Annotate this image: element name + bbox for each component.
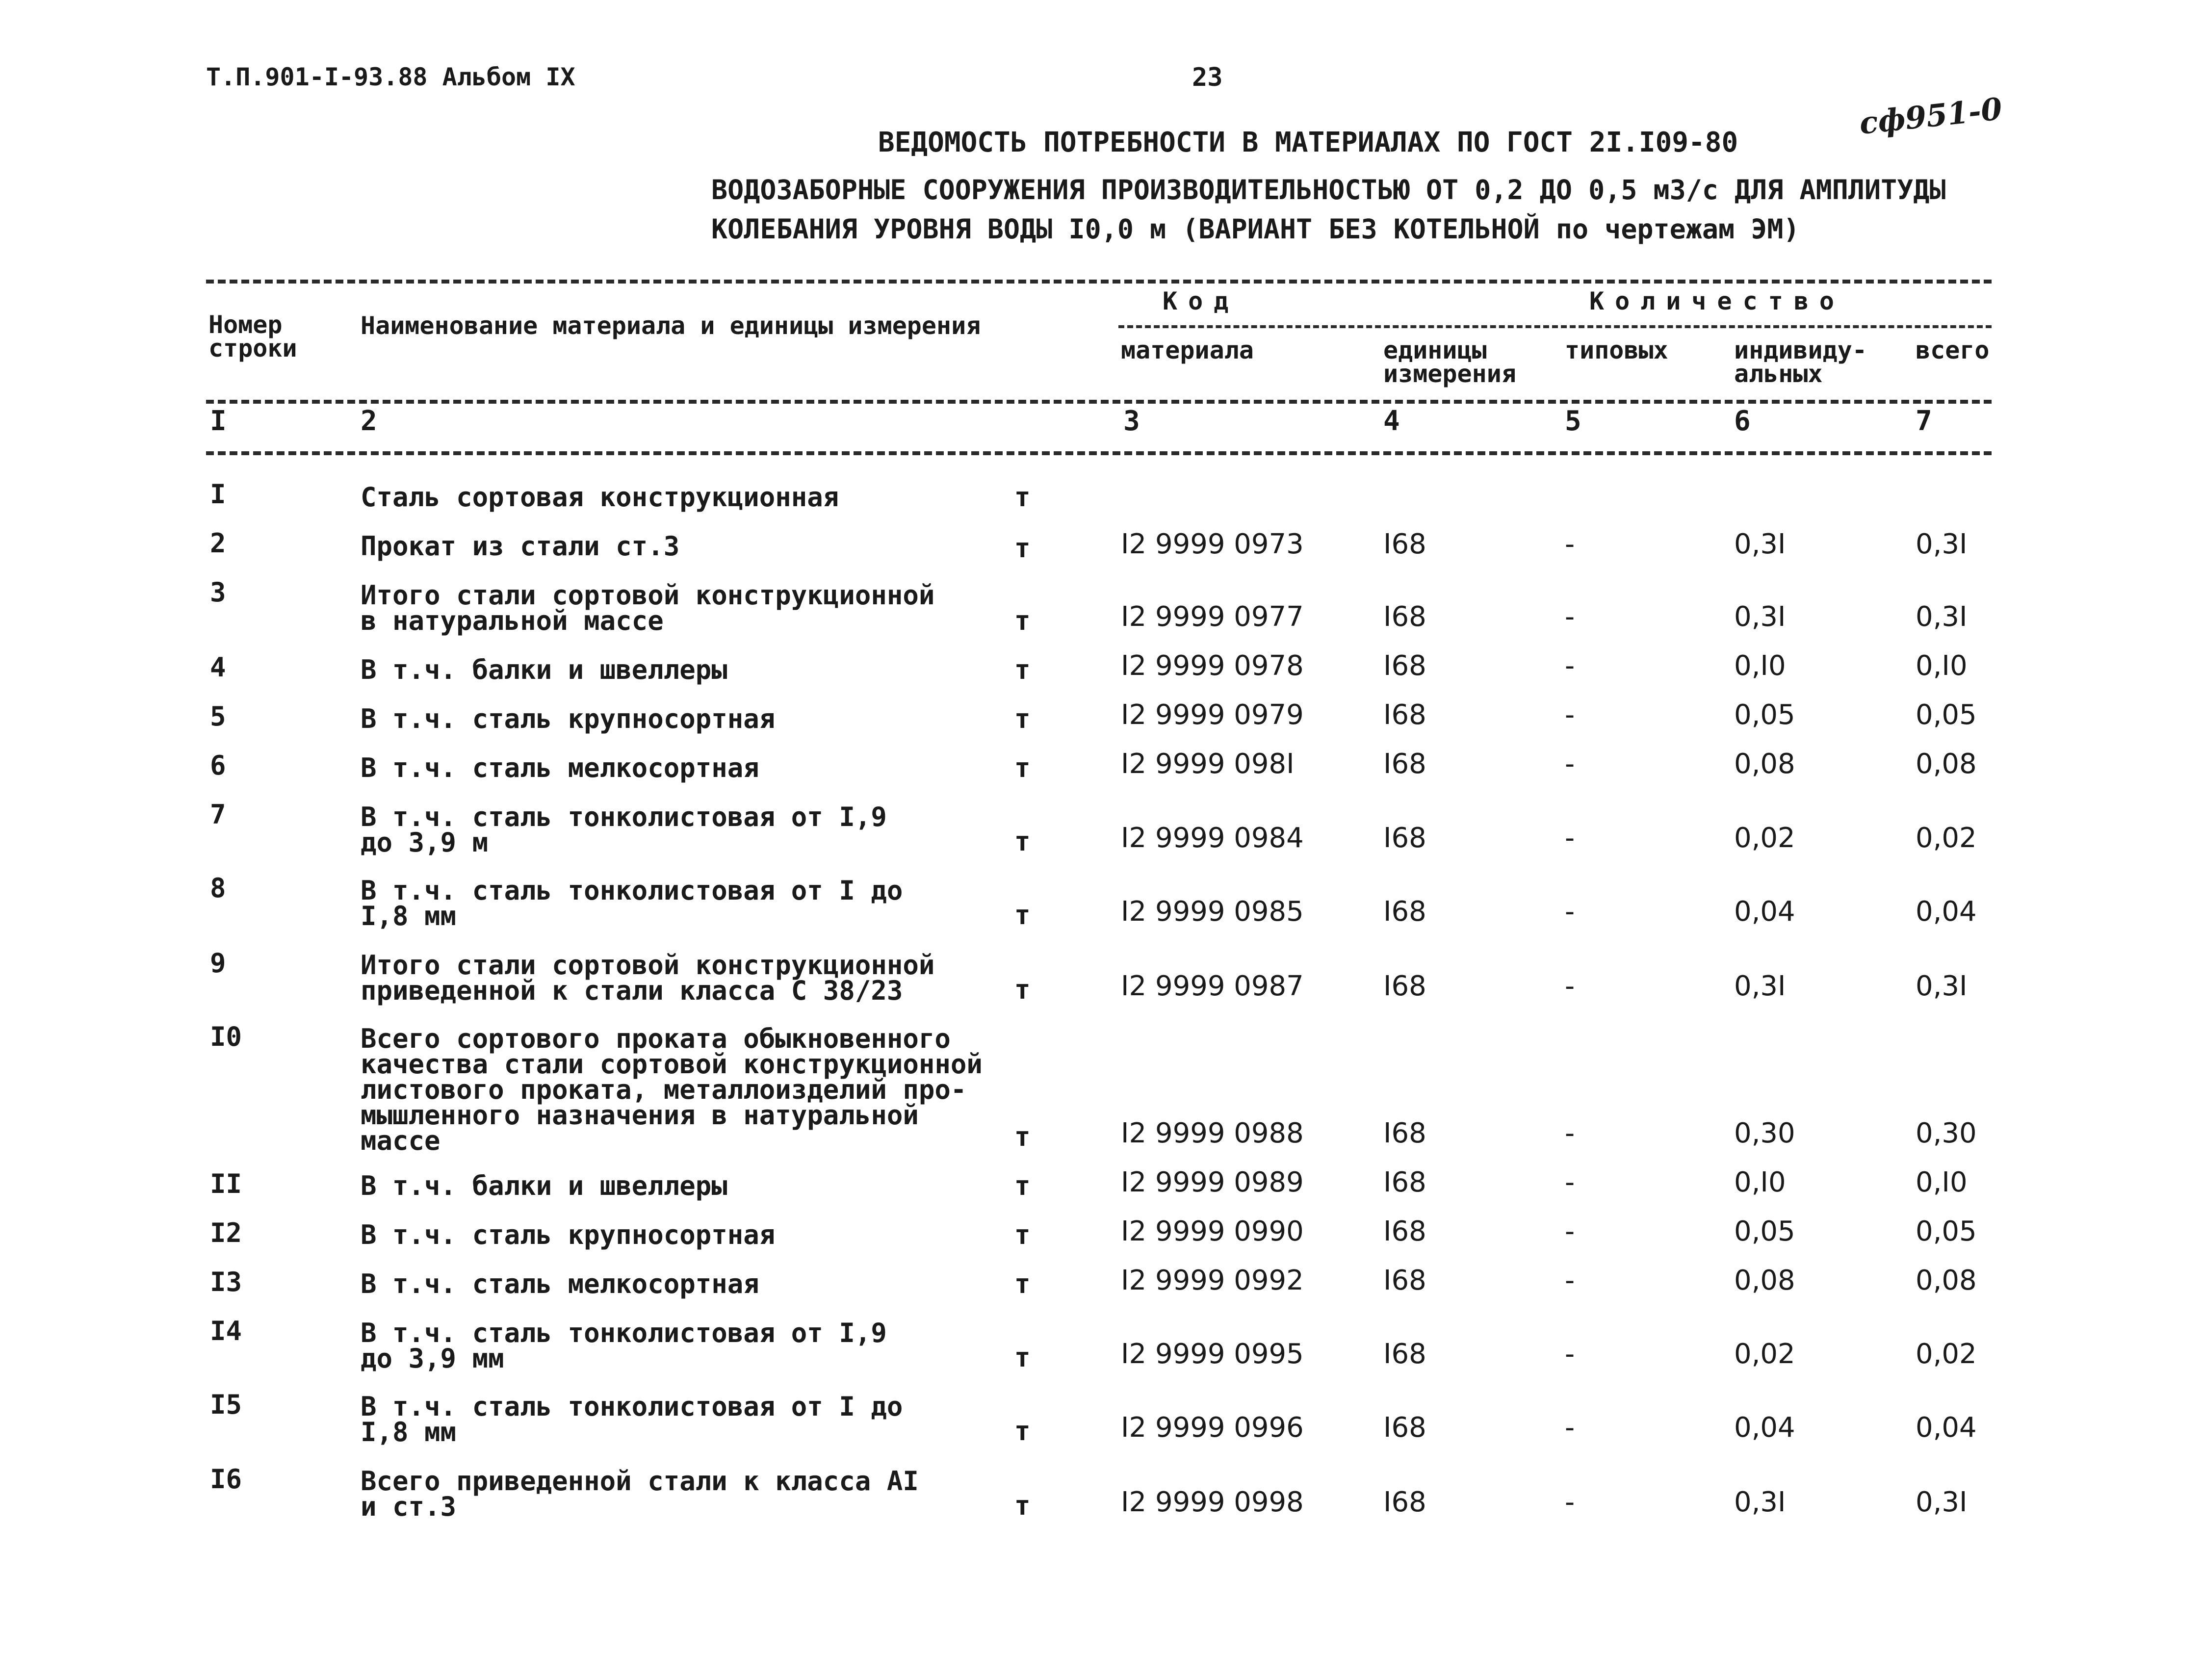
column-number: 2: [361, 405, 377, 437]
unit-code: I68: [1383, 1166, 1426, 1198]
header-group-rule: [1118, 325, 1992, 328]
unit-of-measure: т: [1014, 752, 1031, 783]
quantity-total: 0,02: [1916, 822, 1977, 854]
unit-code: I68: [1383, 601, 1426, 633]
material-code: I2 9999 0979: [1121, 699, 1304, 731]
quantity-typical: -: [1565, 699, 1575, 731]
quantity-individual: 0,3I: [1734, 601, 1786, 633]
page-number: 23: [1192, 63, 1223, 92]
row-number: 4: [210, 652, 226, 683]
unit-code: I68: [1383, 822, 1426, 854]
quantity-individual: 0,02: [1734, 822, 1795, 854]
quantity-typical: -: [1565, 601, 1575, 633]
quantity-individual: 0,04: [1734, 1412, 1795, 1444]
quantity-typical: -: [1565, 650, 1575, 682]
quantity-total: 0,I0: [1916, 650, 1968, 682]
material-code: I2 9999 0995: [1121, 1338, 1304, 1370]
material-code: I2 9999 0987: [1121, 970, 1304, 1002]
unit-of-measure: т: [1014, 605, 1031, 636]
unit-of-measure: т: [1014, 482, 1031, 513]
unit-code: I68: [1383, 970, 1426, 1002]
column-number: 7: [1916, 405, 1932, 437]
unit-of-measure: т: [1014, 1490, 1031, 1521]
quantity-individual: 0,3I: [1734, 970, 1786, 1002]
material-code: I2 9999 0985: [1121, 896, 1304, 928]
row-number: 2: [210, 528, 226, 559]
material-code: I2 9999 0978: [1121, 650, 1304, 682]
quantity-total: 0,04: [1916, 896, 1977, 928]
unit-of-measure: т: [1014, 654, 1031, 685]
unit-of-measure: т: [1014, 533, 1031, 564]
material-code: I2 9999 0988: [1121, 1117, 1304, 1149]
unit-code: I68: [1383, 1265, 1426, 1296]
material-name: Всего приведенной стали к класса АI и ст.3: [361, 1466, 919, 1522]
quantity-individual: 0,3I: [1734, 1486, 1786, 1518]
material-code: I2 9999 0992: [1121, 1265, 1304, 1296]
unit-code: I68: [1383, 1117, 1426, 1149]
header-quantity-individual: индивиду- альных: [1734, 336, 1867, 388]
quantity-individual: 0,05: [1734, 1215, 1795, 1247]
unit-of-measure: т: [1014, 703, 1031, 734]
material-code: I2 9999 0989: [1121, 1166, 1304, 1198]
quantity-typical: -: [1565, 1117, 1575, 1149]
quantity-individual: 0,04: [1734, 896, 1795, 928]
material-name: В т.ч. балки и швеллеры: [361, 1170, 727, 1201]
quantity-typical: -: [1565, 1338, 1575, 1370]
material-code: I2 9999 098I: [1121, 748, 1295, 780]
unit-of-measure: т: [1014, 974, 1031, 1005]
quantity-typical: -: [1565, 528, 1575, 560]
unit-code: I68: [1383, 528, 1426, 560]
material-code: I2 9999 0990: [1121, 1215, 1304, 1247]
material-name: Всего сортового проката обыкновенного качества стали сортовой конструкционной листового проката, металлоизделий про- мышленного назначения в натуральной массе: [361, 1023, 983, 1156]
column-number: 3: [1123, 405, 1140, 437]
column-numbers-rule: [206, 451, 1992, 455]
row-number: I0: [210, 1021, 242, 1052]
quantity-total: 0,05: [1916, 699, 1977, 731]
quantity-individual: 0,05: [1734, 699, 1795, 731]
material-code: I2 9999 0973: [1121, 528, 1304, 560]
quantity-total: 0,02: [1916, 1338, 1977, 1370]
handwritten-code: сф951-0: [1857, 90, 2004, 142]
material-code: I2 9999 0996: [1121, 1412, 1304, 1444]
unit-code: I68: [1383, 1412, 1426, 1444]
unit-of-measure: т: [1014, 1416, 1031, 1447]
header-code-group: Код: [1163, 287, 1240, 315]
quantity-typical: -: [1565, 1166, 1575, 1198]
unit-code: I68: [1383, 896, 1426, 928]
quantity-total: 0,3I: [1916, 528, 1968, 560]
unit-code: I68: [1383, 1215, 1426, 1247]
unit-of-measure: т: [1014, 1219, 1031, 1250]
row-number: I4: [210, 1316, 242, 1346]
quantity-total: 0,08: [1916, 1265, 1977, 1296]
quantity-individual: 0,I0: [1734, 650, 1786, 682]
material-name: Итого стали сортовой конструкционной в натуральной массе: [361, 580, 935, 636]
unit-code: I68: [1383, 1486, 1426, 1518]
material-name: В т.ч. сталь тонколистовая от I,9 до 3,9 м: [361, 801, 887, 858]
quantity-typical: -: [1565, 1412, 1575, 1444]
row-number: I3: [210, 1266, 242, 1297]
document-subtitle-line-1: ВОДОЗАБОРНЫЕ СООРУЖЕНИЯ ПРОИЗВОДИТЕЛЬНОСТЬЮ ОТ 0,2 ДО 0,5 м3/с ДЛЯ АМПЛИТУДЫ: [711, 174, 1946, 206]
row-number: 3: [210, 577, 226, 608]
table-top-rule: [206, 280, 1992, 284]
quantity-total: 0,04: [1916, 1412, 1977, 1444]
quantity-total: 0,3I: [1916, 970, 1968, 1002]
material-name: Прокат из стали ст.3: [361, 531, 680, 562]
unit-code: I68: [1383, 748, 1426, 780]
quantity-individual: 0,I0: [1734, 1166, 1786, 1198]
unit-of-measure: т: [1014, 1121, 1031, 1152]
row-number: II: [210, 1168, 242, 1199]
quantity-individual: 0,08: [1734, 1265, 1795, 1296]
unit-code: I68: [1383, 699, 1426, 731]
material-name: В т.ч. сталь мелкосортная: [361, 752, 759, 783]
material-name: В т.ч. сталь тонколистовая от I,9 до 3,9 мм: [361, 1318, 887, 1374]
row-number: 5: [210, 701, 226, 732]
material-name: В т.ч. сталь мелкосортная: [361, 1268, 759, 1299]
material-name: Сталь сортовая конструкционная: [361, 482, 839, 513]
header-quantity-group: Количество: [1589, 287, 1845, 315]
row-number: 8: [210, 873, 226, 904]
header-material-code: материала: [1121, 336, 1254, 364]
quantity-individual: 0,30: [1734, 1117, 1795, 1149]
document-title: ВЕДОМОСТЬ ПОТРЕБНОСТИ В МАТЕРИАЛАХ ПО ГОСТ 2I.I09-80: [878, 127, 1738, 158]
material-code: I2 9999 0977: [1121, 601, 1304, 633]
row-number: I5: [210, 1389, 242, 1420]
header-row-number: Номер строки: [208, 310, 297, 362]
material-name: В т.ч. сталь тонколистовая от I до I,8 мм: [361, 875, 903, 931]
material-name: В т.ч. балки и швеллеры: [361, 654, 727, 685]
unit-of-measure: т: [1014, 826, 1031, 857]
row-number: I6: [210, 1464, 242, 1495]
header-quantity-total: всего: [1916, 336, 1990, 364]
quantity-typical: -: [1565, 822, 1575, 854]
unit-of-measure: т: [1014, 1268, 1031, 1299]
header-material-name: Наименование материала и единицы измерения: [361, 311, 981, 340]
column-number: 6: [1734, 405, 1751, 437]
material-name: В т.ч. сталь тонколистовая от I до I,8 мм: [361, 1391, 903, 1447]
row-number: 7: [210, 799, 226, 830]
quantity-total: 0,3I: [1916, 601, 1968, 633]
column-number: I: [210, 405, 227, 437]
quantity-total: 0,3I: [1916, 1486, 1968, 1518]
header-bottom-rule: [206, 400, 1992, 404]
unit-of-measure: т: [1014, 900, 1031, 930]
quantity-individual: 0,08: [1734, 748, 1795, 780]
unit-of-measure: т: [1014, 1342, 1031, 1373]
quantity-typical: -: [1565, 748, 1575, 780]
quantity-individual: 0,3I: [1734, 528, 1786, 560]
quantity-typical: -: [1565, 1265, 1575, 1296]
unit-code: I68: [1383, 1338, 1426, 1370]
column-number: 5: [1565, 405, 1581, 437]
quantity-total: 0,30: [1916, 1117, 1977, 1149]
material-name: В т.ч. сталь крупносортная: [361, 703, 776, 734]
unit-of-measure: т: [1014, 1170, 1031, 1201]
material-name: В т.ч. сталь крупносортная: [361, 1219, 776, 1250]
header-quantity-typical: типовых: [1565, 336, 1668, 364]
document-subtitle-line-2: КОЛЕБАНИЯ УРОВНЯ ВОДЫ I0,0 м (ВАРИАНТ БЕЗ КОТЕЛЬНОЙ по чертежам ЭМ): [711, 213, 1800, 245]
row-number: 9: [210, 948, 226, 979]
quantity-typical: -: [1565, 1215, 1575, 1247]
quantity-total: 0,05: [1916, 1215, 1977, 1247]
material-name: Итого стали сортовой конструкционной приведенной к стали класса С 38/23: [361, 950, 935, 1006]
row-number: I: [210, 479, 226, 510]
header-unit-code: единицы измерения: [1383, 336, 1516, 388]
unit-code: I68: [1383, 650, 1426, 682]
quantity-typical: -: [1565, 970, 1575, 1002]
row-number: 6: [210, 750, 226, 781]
document-reference: Т.П.901-I-93.88 Альбом IX: [206, 63, 575, 91]
column-number: 4: [1383, 405, 1400, 437]
quantity-typical: -: [1565, 896, 1575, 928]
row-number: I2: [210, 1217, 242, 1248]
quantity-total: 0,I0: [1916, 1166, 1968, 1198]
material-code: I2 9999 0998: [1121, 1486, 1304, 1518]
quantity-typical: -: [1565, 1486, 1575, 1518]
quantity-total: 0,08: [1916, 748, 1977, 780]
quantity-individual: 0,02: [1734, 1338, 1795, 1370]
material-code: I2 9999 0984: [1121, 822, 1304, 854]
